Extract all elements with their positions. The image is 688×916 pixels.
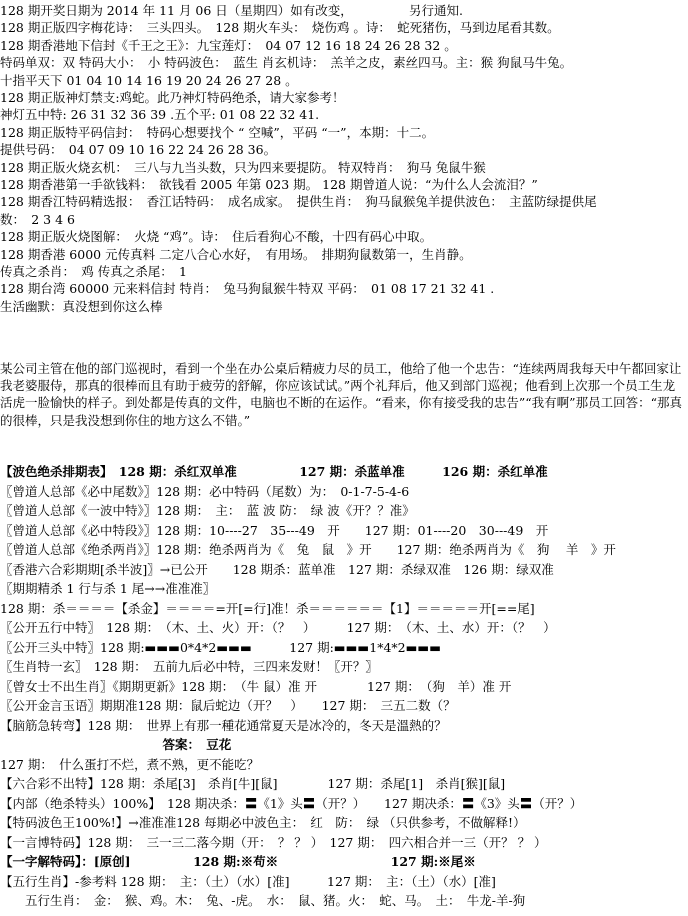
text-line: 128 期香港地下信封《千王之王》：九宝莲灯： 04 07 12 16 18 24 26 28 32 。 [0, 37, 457, 53]
text-line: 128 期香江特码精选报： 香江话特码： 成名成家。 提供生肖： 狗马鼠猴兔羊提供波色： 主蓝防绿提供尾 [0, 194, 597, 210]
prediction-line: 〖公开三头中特〗128 期:▬▬▬0*4*2▬▬▬ 127 期:▬▬▬1*4*2▬▬▬ [0, 639, 442, 655]
prediction-line: 〖曾道人总部《必中尾数》〗128 期：必中特码（尾数）为： 0-1-7-5-4-6 [0, 483, 410, 499]
prediction-line: 〖生肖特一玄〗 128 期： 五前九后必中特，三四来发财！〖开？〗 [0, 659, 378, 674]
prediction-line: 128 期：杀＝＝＝＝【杀金】＝＝＝＝=开[=行]准！杀＝＝＝＝＝＝【1】＝＝＝＝＝开[==尾] [0, 600, 535, 616]
prediction-line: 〖公开五行中特〗 128 期： （木、土、火）开：（？ ） 127 期： （木、土、水）开：（？ ） [0, 620, 556, 635]
text-line: 神灯五中特: 26 31 32 36 39 .五个平: 01 08 22 32 41. [0, 107, 320, 123]
prediction-line: 〖曾女士不出生肖〗《期期更新》128 期： （牛 鼠）准 开 127 期： （狗 羊）准 开 [0, 678, 512, 694]
prediction-line: 〖香港六合彩期期[杀半波]〗→已公开 128 期杀：蓝单准 127 期：杀绿双准 126 期：绿双准 [0, 561, 554, 577]
prediction-line: 【波色绝杀排期表】 128 期：杀红双单准 127 期：杀蓝单准 126 期：杀红单准 [0, 464, 548, 479]
text-line: 128 期正版特平码信封： 特码心想要找个 “ 空喊”，平码 “一”，本期：十二。 [0, 124, 435, 140]
prediction-line: 〖曾道人总部《一波中特》〗128 期： 主： 蓝 波 防： 绿 波《开？？准》 [0, 503, 415, 518]
text-line: 特码单双：双 特码大小： 小 特码波色： 蓝生 肖玄机诗： 羔羊之皮，素丝四马。主：猴 狗鼠马牛兔。 [0, 55, 573, 71]
text-line: 128 期正版神灯禁支:鸡蛇。此乃神灯特码绝杀，请大家参考！ [0, 90, 345, 105]
prediction-line: 【六合彩不出特】128 期：杀尾[3] 杀肖[牛][鼠] 127 期：杀尾[1] 杀肖[猴][鼠] [0, 776, 506, 791]
text-line: 传真之杀肖： 鸡 传真之杀尾： 1 [0, 264, 187, 279]
prediction-line: 答案： 豆花 [0, 737, 232, 752]
prediction-line: 【一字解特码】：[原创] 128 期:※苟※ 127 期:※尾※ [0, 854, 476, 869]
prediction-line: 【内部（绝杀特头）100%】 128 期决杀：〓《1》头〓（开？） 127 期决杀：〓《3》头〓（开？） [0, 795, 583, 811]
text-line: 128 期正版四字梅花诗： 三头四头。 128 期火车头： 烧伤鸡 。诗： 蛇死猪伤，马到边尾看其数。 [0, 20, 560, 36]
text-line: 128 期香港第一手欲钱料： 欲钱看 2005 年第 023 期。 128 期曾道人说：“为什么人会流泪？” [0, 177, 538, 192]
prediction-line: 【脑筋急转弯】128 期： 世界上有那一種花通常夏天是冰冷的，冬天是溫熱的？ [0, 717, 447, 733]
humor-story: 某公司主管在他的部门巡视时，看到一个坐在办公桌后精疲力尽的员工，他给了他一个忠告：“连续两周我每天中午都回家让我老婆服侍，那真的很棒而且有助于疲劳的舒解，你应该试试。”两个礼拜后，他又到部门巡视；他看到上次那一个员工生龙活虎一脸愉快的样子。到处都是传真的文件，电脑也不断的在运作。“看来，你有接受我的忠告”“我有啊”那员工回答：“那真的很棒，只是我没想到你住的地方这么不错。” [0, 361, 682, 428]
text-line: 128 期香港 6000 元传真料 二定八合心水好， 有用场。 排期狗鼠数第一，生肖静。 [0, 246, 472, 262]
prediction-line: 五行生肖： 金： 猴、鸡。木： 兔、-虎。 水： 鼠、猪。火： 蛇、马。 土： 牛龙-羊-狗 [0, 893, 526, 908]
prediction-line: 〖曾道人总部《绝杀两肖》〗128 期：绝杀两肖为《 兔 鼠 》开 127 期：绝杀两肖为《 狗 羊 》开 [0, 542, 616, 557]
prediction-line: 【一言博特码】128 期： 三一三二落今期（开： ？ ？ ） 127 期： 四六相合并一三（开？ ？ ） [0, 834, 547, 850]
prediction-line: 〖期期精杀 1 行与杀 1 尾→→准准准〗 [0, 581, 216, 596]
text-line: 数： 2 3 4 6 [0, 211, 75, 227]
text-line: 128 期开奖日期为 2014 年 11 月 06 日（星期四）如有改变， 另行通知. [0, 3, 464, 18]
prediction-line: 〖曾道人总部《必中特段》〗128 期：10----27 35---49 开 127 期：01----20 30---49 开 [0, 522, 549, 538]
text-line: 128 期台湾 60000 元来料信封 特肖： 兔马狗鼠猴牛特双 平码： 01 08 17 21 32 41 . [0, 281, 495, 297]
text-line: 十指平天下 01 04 10 14 16 19 20 24 26 27 28 。 [0, 72, 298, 88]
prediction-line: 127 期： 什么蛋打不烂，煮不熟，更不能吃？ [0, 756, 260, 772]
text-line: 128 期正版火烧图解： 火烧 “鸡”。诗： 住后看狗心不酸，十四有码心中取。 [0, 229, 433, 245]
prediction-line: 【特码波色王100%!】→准准准128 每期必中波色主： 红 防： 绿 （只供参考，不做解释!） [0, 815, 526, 830]
text-line: 提供号码： 04 07 09 10 16 22 24 26 28 36。 [0, 142, 277, 158]
prediction-line: 〖公开金言玉语〗期期准128 期：鼠后蛇边（开？ ） 127 期： 三五二数（？ [0, 698, 456, 713]
prediction-line: 【五行生肖】-参考料 128 期： 主：（土）（水）[准] 127 期： 主：（土）（水）[准] [0, 873, 496, 889]
text-line: 128 期正版火烧玄机： 三八与九当头数，只为四来要提防。 特双特肖： 狗马 兔鼠牛猴 [0, 159, 486, 175]
text-line: 生活幽默：真没想到你这么棒 [0, 298, 163, 314]
